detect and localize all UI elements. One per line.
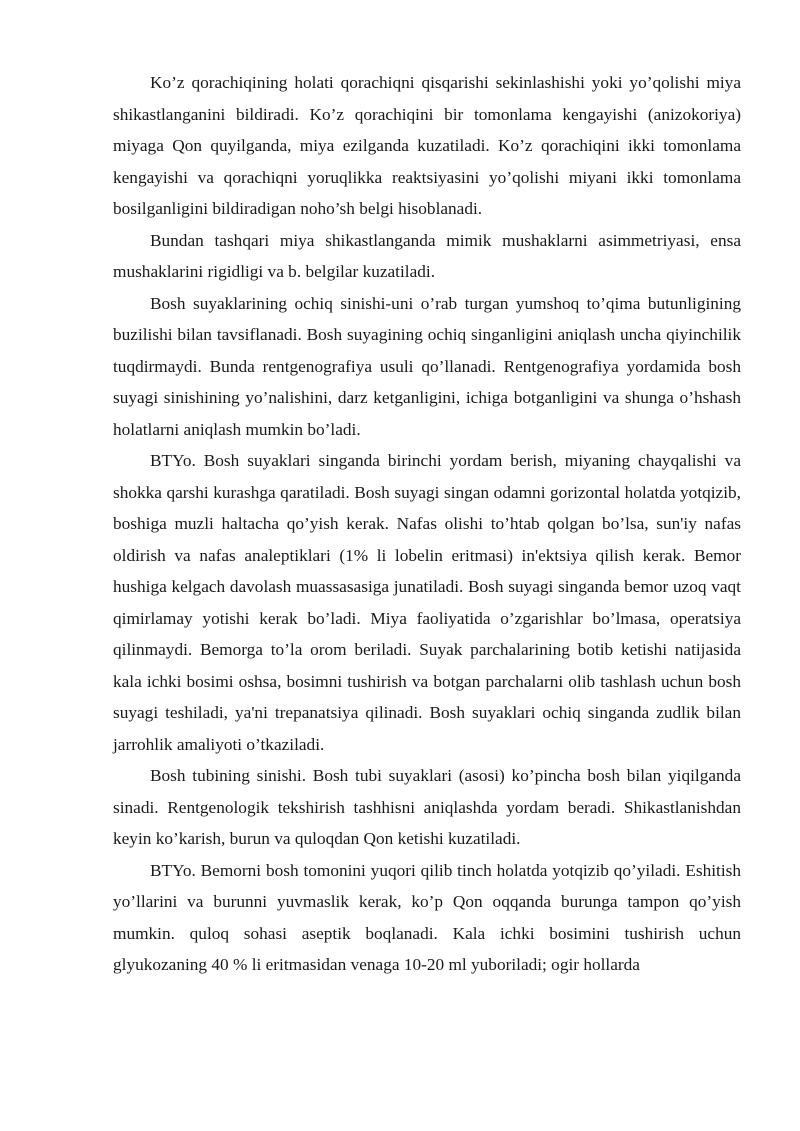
paragraph-first-aid-skull: BTYo. Bosh suyaklari singanda birinchi yordam berish, miyaning chayqalishi va shokka qarshi kurashga qaratiladi. Bosh suyagi singan odamni gorizontal holatda yotqizib, boshiga muzli haltacha qo’yish kerak. Nafas olishi to’htab qolgan bo’lsa, sun'iy nafas oldirish va nafas analeptiklari (1% li lobelin eritmasi) in'ektsiya qilish kerak. Bemor hushiga kelgach davolash muassasasiga junatiladi. Bosh suyagi singanda bemor uzoq vaqt qimirlamay yotishi kerak bo’ladi. Miya faoliyatida o’zgarishlar bo’lmasa, operatsiya qilinmaydi. Bemorga to’la orom beriladi. Suyak parchalarining botib ketishi natijasida kala ichki bosimi oshsa, bosimni tushirish va botgan parchalarni olib tashlash uchun bosh suyagi teshiladi, ya'ni trepanatsiya qilinadi. Bosh suyaklari ochiq singanda zudlik bilan jarrohlik amaliyoti o’tkaziladi. bbox=[113, 451, 741, 754]
paragraph-first-aid-skull-base: BTYo. Bemorni bosh tomonini yuqori qilib tinch holatda yotqizib qo’yiladi. Eshitish yo’llarini va burunni yuvmaslik kerak, ko’p Qon oqqanda burunga tampon qo’yish mumkin. quloq sohasi aseptik boqlanadi. Kala ichki bosimini tushirish uchun glyukozaning 40 % li eritmasidan venaga 10-20 ml yuboriladi; ogir hollarda bbox=[113, 860, 741, 974]
paragraph-other-signs: Bundan tashqari miya shikastlanganda mimik mushaklarni asimmetriyasi, ensa mushaklarini rigidligi va b. belgilar kuzatiladi. bbox=[113, 230, 741, 281]
document-page bbox=[113, 67, 741, 981]
paragraph-open-fracture: Bosh suyaklarining ochiq sinishi-uni o’rab turgan yumshoq to’qima butunligining buzilishi bilan tavsiflanadi. Bosh suyagining ochiq singanligini aniqlash uncha qiyinchilik tuqdirmaydi. Bunda rentgenografiya usuli qo’llanadi. Rentgenografiya yordamida bosh suyagi sinishining yo’nalishini, darz ketganligini, ichiga botganligini va shunga o’hshash holatlarni aniqlash mumkin bo’ladi. bbox=[113, 293, 741, 439]
paragraph-skull-base-fracture: Bosh tubining sinishi. Bosh tubi suyaklari (asosi) ko’pincha bosh bilan yiqilganda sinadi. Rentgenologik tekshirish tashhisni aniqlashda yordam beradi. Shikastlanishdan keyin ko’karish, burun va quloqdan Qon ketishi kuzatiladi. bbox=[113, 766, 741, 848]
paragraph-pupil-signs: Ko’z qorachiqining holati qorachiqni qisqarishi sekinlashishi yoki yo’qolishi miya shikastlanganini bildiradi. Ko’z qorachiqini bir tomonlama kengayishi (anizokoriya) miyaga Qon quyilganda, miya ezilganda kuzatiladi. Ko’z qorachiqini ikki tomonlama kengayishi va qorachiqni yoruqlikka reaktsiyasini yo’qolishi miyani ikki tomonlama bosilganligini bildiradigan noho’sh belgi hisoblanadi. bbox=[113, 73, 741, 218]
